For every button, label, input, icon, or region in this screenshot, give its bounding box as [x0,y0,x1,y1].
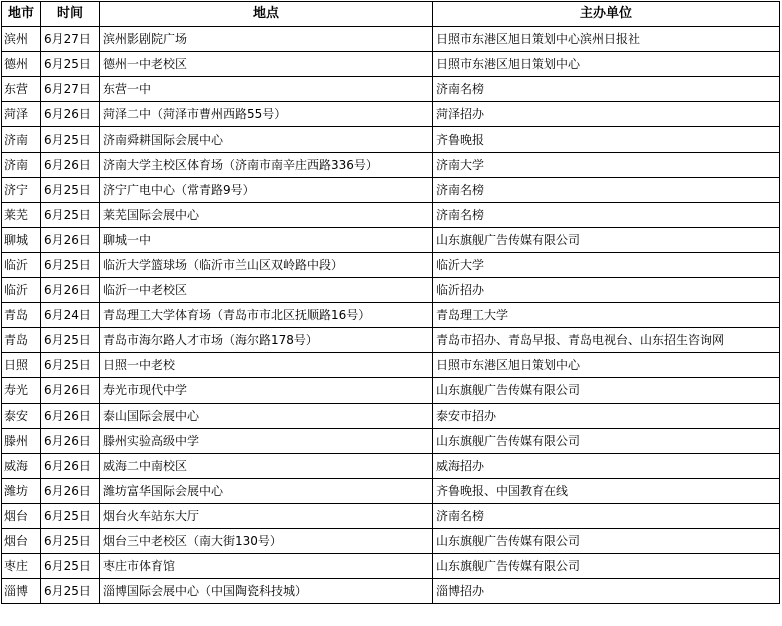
table-row [2,554,780,579]
table-row [2,177,780,202]
table-row [2,579,780,604]
cell-city: 滨州 [2,27,41,52]
table-row [2,528,780,553]
cell-organizer: 齐鲁晚报 [433,127,780,152]
cell-organizer: 威海招办 [433,453,780,478]
table-row [2,27,780,52]
cell-city: 威海 [2,453,41,478]
cell-date: 6月26日 [41,227,100,252]
table-row [2,303,780,328]
cell-date: 6月25日 [41,127,100,152]
cell-city: 青岛 [2,328,41,353]
cell-place: 济南舜耕国际会展中心 [100,127,433,152]
table-row [2,378,780,403]
cell-place: 日照一中老校 [100,353,433,378]
cell-organizer: 青岛理工大学 [433,303,780,328]
cell-place: 济南大学主校区体育场（济南市南辛庄西路336号） [100,152,433,177]
header-place: 地点 [100,2,433,27]
table-row [2,278,780,303]
cell-city: 济南 [2,127,41,152]
cell-city: 潍坊 [2,478,41,503]
cell-city: 日照 [2,353,41,378]
cell-place: 东营一中 [100,77,433,102]
cell-city: 滕州 [2,428,41,453]
cell-date: 6月26日 [41,403,100,428]
cell-place: 寿光市现代中学 [100,378,433,403]
cell-organizer: 济南大学 [433,152,780,177]
cell-place: 菏泽二中（菏泽市曹州西路55号） [100,102,433,127]
cell-date: 6月25日 [41,579,100,604]
header-organizer: 主办单位 [433,2,780,27]
cell-date: 6月26日 [41,378,100,403]
cell-date: 6月25日 [41,177,100,202]
table-row [2,478,780,503]
cell-place: 济宁广电中心（常青路9号） [100,177,433,202]
cell-date: 6月26日 [41,453,100,478]
table-row [2,252,780,277]
cell-organizer: 山东旗舰广告传媒有限公司 [433,378,780,403]
table-header [2,2,780,27]
cell-city: 济宁 [2,177,41,202]
cell-organizer: 济南名榜 [433,77,780,102]
cell-organizer: 山东旗舰广告传媒有限公司 [433,227,780,252]
cell-place: 淄博国际会展中心（中国陶瓷科技城） [100,579,433,604]
header-city: 地市 [2,2,41,27]
cell-organizer: 山东旗舰广告传媒有限公司 [433,428,780,453]
cell-organizer: 济南名榜 [433,202,780,227]
cell-organizer: 济南名榜 [433,503,780,528]
cell-place: 临沂大学篮球场（临沂市兰山区双岭路中段） [100,252,433,277]
cell-place: 威海二中南校区 [100,453,433,478]
cell-date: 6月25日 [41,353,100,378]
table-row [2,127,780,152]
cell-date: 6月25日 [41,328,100,353]
table-row [2,328,780,353]
table-row [2,227,780,252]
cell-place: 烟台火车站东大厅 [100,503,433,528]
cell-organizer: 山东旗舰广告传媒有限公司 [433,528,780,553]
cell-date: 6月25日 [41,52,100,77]
cell-date: 6月26日 [41,478,100,503]
cell-organizer: 日照市东港区旭日策划中心 [433,353,780,378]
cell-place: 青岛市海尔路人才市场（海尔路178号） [100,328,433,353]
cell-city: 聊城 [2,227,41,252]
cell-city: 东营 [2,77,41,102]
cell-organizer: 济南名榜 [433,177,780,202]
cell-place: 滕州实验高级中学 [100,428,433,453]
cell-place: 泰山国际会展中心 [100,403,433,428]
cell-place: 滨州影剧院广场 [100,27,433,52]
table-row [2,428,780,453]
cell-place: 莱芜国际会展中心 [100,202,433,227]
cell-organizer: 淄博招办 [433,579,780,604]
cell-organizer: 日照市东港区旭日策划中心滨州日报社 [433,27,780,52]
header-date: 时间 [41,2,100,27]
cell-city: 烟台 [2,503,41,528]
cell-city: 德州 [2,52,41,77]
cell-place: 聊城一中 [100,227,433,252]
cell-city: 临沂 [2,252,41,277]
table-row [2,403,780,428]
table-row [2,152,780,177]
header-row [2,2,780,27]
cell-date: 6月25日 [41,202,100,227]
table-body [2,27,780,604]
cell-date: 6月27日 [41,27,100,52]
table-row [2,52,780,77]
cell-organizer: 菏泽招办 [433,102,780,127]
cell-date: 6月26日 [41,152,100,177]
cell-organizer: 日照市东港区旭日策划中心 [433,52,780,77]
cell-date: 6月26日 [41,102,100,127]
cell-place: 德州一中老校区 [100,52,433,77]
cell-place: 临沂一中老校区 [100,278,433,303]
cell-date: 6月26日 [41,278,100,303]
table-row [2,453,780,478]
cell-date: 6月25日 [41,528,100,553]
cell-place: 潍坊富华国际会展中心 [100,478,433,503]
table-row [2,102,780,127]
table-row [2,353,780,378]
cell-organizer: 临沂大学 [433,252,780,277]
cell-date: 6月26日 [41,428,100,453]
cell-date: 6月24日 [41,303,100,328]
cell-city: 泰安 [2,403,41,428]
table-row [2,503,780,528]
cell-date: 6月25日 [41,554,100,579]
cell-city: 淄博 [2,579,41,604]
cell-city: 莱芜 [2,202,41,227]
cell-organizer: 泰安市招办 [433,403,780,428]
cell-city: 青岛 [2,303,41,328]
cell-city: 菏泽 [2,102,41,127]
cell-organizer: 山东旗舰广告传媒有限公司 [433,554,780,579]
cell-place: 青岛理工大学体育场（青岛市市北区抚顺路16号） [100,303,433,328]
cell-city: 枣庄 [2,554,41,579]
cell-city: 寿光 [2,378,41,403]
cell-city: 临沂 [2,278,41,303]
table-row [2,202,780,227]
cell-place: 枣庄市体育馆 [100,554,433,579]
cell-date: 6月27日 [41,77,100,102]
cell-city: 济南 [2,152,41,177]
cell-place: 烟台三中老校区（南大街130号） [100,528,433,553]
cell-city: 烟台 [2,528,41,553]
table-row [2,77,780,102]
cell-organizer: 临沂招办 [433,278,780,303]
cell-date: 6月25日 [41,252,100,277]
schedule-table [1,1,780,604]
cell-date: 6月25日 [41,503,100,528]
cell-organizer: 齐鲁晚报、中国教育在线 [433,478,780,503]
cell-organizer: 青岛市招办、青岛早报、青岛电视台、山东招生咨询网 [433,328,780,353]
